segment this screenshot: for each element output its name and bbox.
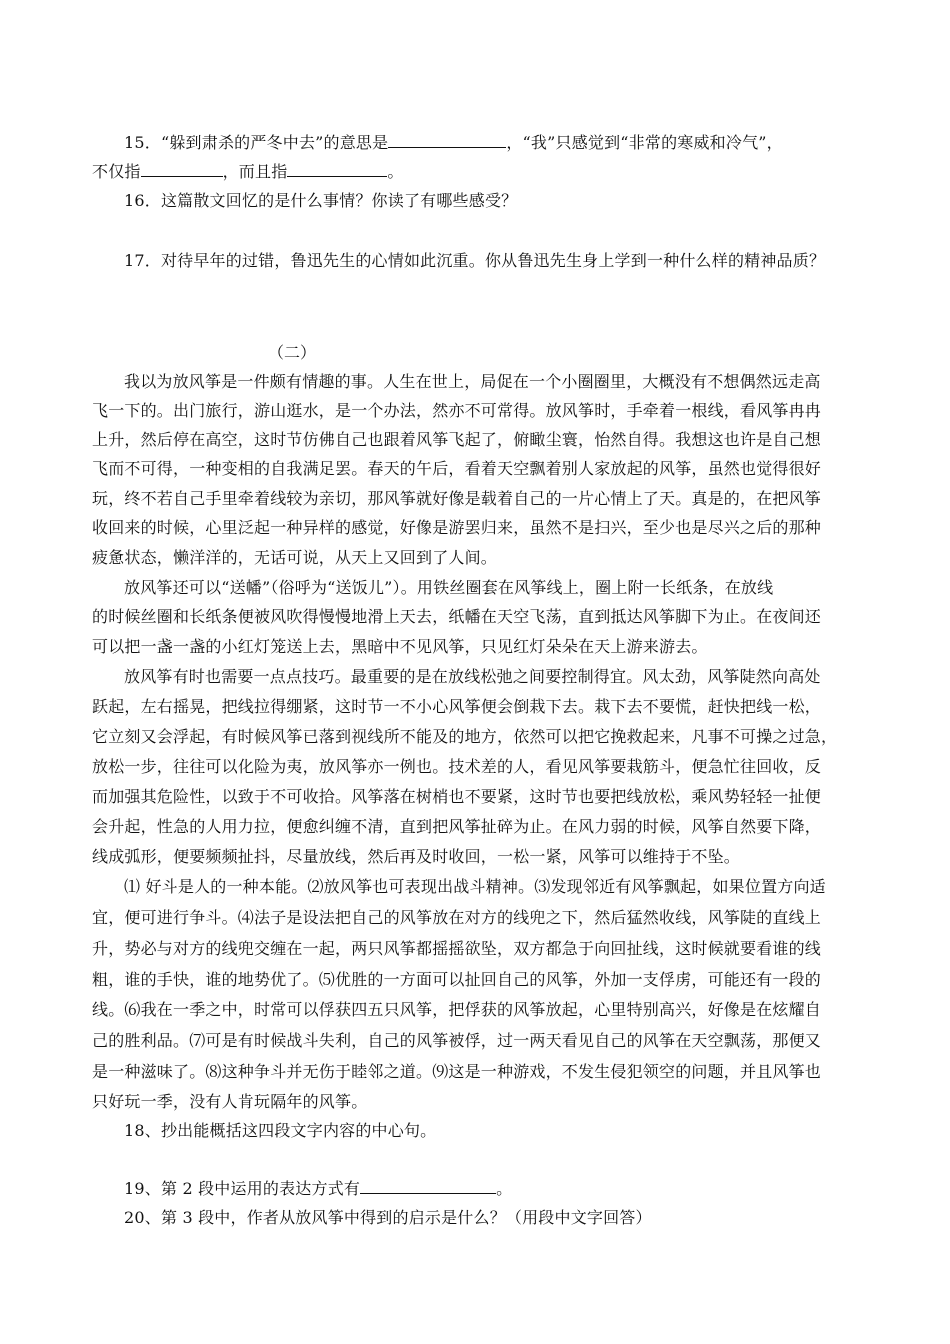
passage-line: 放风筝有时也需要一点点技巧。最重要的是在放线松弛之间要控制得宜。风太劲，风筝陡然向高处 xyxy=(124,667,821,686)
passage-line: 线成弧形，便要频频扯抖，尽量放线，然后再及时收回，一松一紧，风筝可以维持于不坠。 xyxy=(92,847,741,866)
passage-line: 可以把一盏一盏的小红灯笼送上去，黑暗中不见风筝，只见红灯朵朵在天上游来游去。 xyxy=(92,637,708,656)
passage-line: 放风筝还可以“送幡”（俗呼为“送饭儿”）。用铁丝圈套在风筝线上，圈上附一长纸条，在放线 xyxy=(124,578,774,597)
question-15-text-b: ，“我”只感觉到“非常的寒威和冷气”， xyxy=(506,133,783,152)
question-20: 20、第 3 段中，作者从放风筝中得到的启示是什么？（用段中文字回答） xyxy=(124,1208,652,1227)
passage-line: 飞一下的。出门旅行，游山逛水，是一个办法，然亦不可常得。放风筝时，手牵着一根线，看风筝冉冉 xyxy=(92,401,822,420)
question-15-text-c: 不仅指 xyxy=(92,162,141,181)
question-15-text-d: ，而且指 xyxy=(222,162,288,181)
question-15-text-a: 15．“躲到肃杀的严冬中去”的意思是 xyxy=(124,133,389,152)
question-19-text-b: 。 xyxy=(496,1179,513,1198)
question-15-text-e: 。 xyxy=(387,162,404,181)
answer-blank-15c[interactable] xyxy=(287,162,387,177)
passage-line: 飞而不可得，一种变相的自我满足罢。春天的午后，看着天空飘着别人家放起的风筝，虽然也觉得很好 xyxy=(92,459,822,478)
passage-line: 粗，谁的手快，谁的地势优了。⑸优胜的一方面可以扯回自己的风筝，外加一支俘虏，可能还有一段的 xyxy=(92,970,822,989)
answer-blank-15a[interactable] xyxy=(388,133,506,148)
question-15-line-2 xyxy=(92,162,404,182)
passage-line: 玩，终不若自己手里牵着线较为亲切，那风筝就好像是载着自己的一片心情上了天。真是的，在把风筝 xyxy=(92,489,822,508)
passage-line: 宜，便可进行争斗。⑷法子是设法把自己的风筝放在对方的线兜之下，然后猛然收线，风筝陡的直线上 xyxy=(92,908,822,927)
passage-line: 会升起，性急的人用力拉，便愈纠缠不清，直到把风筝扯碎为止。在风力弱的时候，风筝自然要下降， xyxy=(92,817,822,836)
question-16: 16．这篇散文回忆的是什么事情？你读了有哪些感受？ xyxy=(124,191,518,210)
passage-line: 我以为放风筝是一件颇有情趣的事。人生在世上，局促在一个小圈圈里，大概没有不想偶然远走高 xyxy=(124,372,821,391)
question-19 xyxy=(124,1179,512,1199)
passage-line: 线。⑹我在一季之中，时常可以俘获四五只风筝，把俘获的风筝放起，心里特别高兴，好像是在炫耀自 xyxy=(92,1000,822,1019)
question-19-text-a: 19、第 2 段中运用的表达方式有 xyxy=(124,1179,361,1198)
passage-line: ⑴ 好斗是人的一种本能。⑵放风筝也可表现出战斗精神。⑶发现邻近有风筝飘起，如果位置方向适 xyxy=(124,877,826,896)
passage-line: 只好玩一季，没有人肯玩隔年的风筝。 xyxy=(92,1092,368,1111)
passage-line: 上升，然后停在高空，这时节仿佛自己也跟着风筝飞起了，俯瞰尘寰，怡然自得。我想这也许是自己想 xyxy=(92,430,822,449)
answer-blank-19[interactable] xyxy=(360,1179,496,1194)
passage-line: 而加强其危险性，以致于不可收拾。风筝落在树梢也不要紧，这时节也要把线放松，乘风势轻轻一扯便 xyxy=(92,787,822,806)
question-17: 17．对待早年的过错，鲁迅先生的心情如此沉重。你从鲁迅先生身上学到一种什么样的精神品质？ xyxy=(124,251,826,270)
passage-line: 它立刻又会浮起，有时候风筝已落到视线所不能及的地方，依然可以把它挽救起来，凡事不可操之过急， xyxy=(92,727,838,746)
passage-line: 己的胜利品。⑺可是有时候战斗失利，自己的风筝被俘，过一两天看见自己的风筝在天空飘荡，那便又 xyxy=(92,1031,822,1050)
passage-line: 收回来的时候，心里泛起一种异样的感觉，好像是游罢归来，虽然不是扫兴，至少也是尽兴之后的那种 xyxy=(92,518,822,537)
passage-line: 疲惫状态，懒洋洋的，无话可说，从天上又回到了人间。 xyxy=(92,548,498,567)
question-18: 18、抄出能概括这四段文字内容的中心句。 xyxy=(124,1121,437,1140)
passage-line: 升，势必与对方的线兜交缠在一起，两只风筝都摇摇欲坠，双方都急于向回扯线，这时候就要看谁的线 xyxy=(92,939,822,958)
passage-line: 的时候丝圈和长纸条便被风吹得慢慢地滑上天去，纸幡在天空飞荡，直到抵达风筝脚下为止。在夜间还 xyxy=(92,607,822,626)
passage-line: 放松一步，往往可以化险为夷，放风筝亦一例也。技术差的人，看见风筝要栽筋斗，便急忙往回收，反 xyxy=(92,757,822,776)
passage-line: 是一种滋味了。⑻这种争斗并无伤于睦邻之道。⑼这是一种游戏，不发生侵犯领空的问题，并且风筝也 xyxy=(92,1062,822,1081)
answer-blank-15b[interactable] xyxy=(141,162,223,177)
section-heading: （二） xyxy=(268,343,317,362)
passage-line: 跃起，左右摇晃，把线拉得绷紧，这时节一不小心风筝便会倒栽下去。栽下去不要慌，赶快把线一松， xyxy=(92,697,822,716)
question-15-line-1 xyxy=(124,133,783,153)
